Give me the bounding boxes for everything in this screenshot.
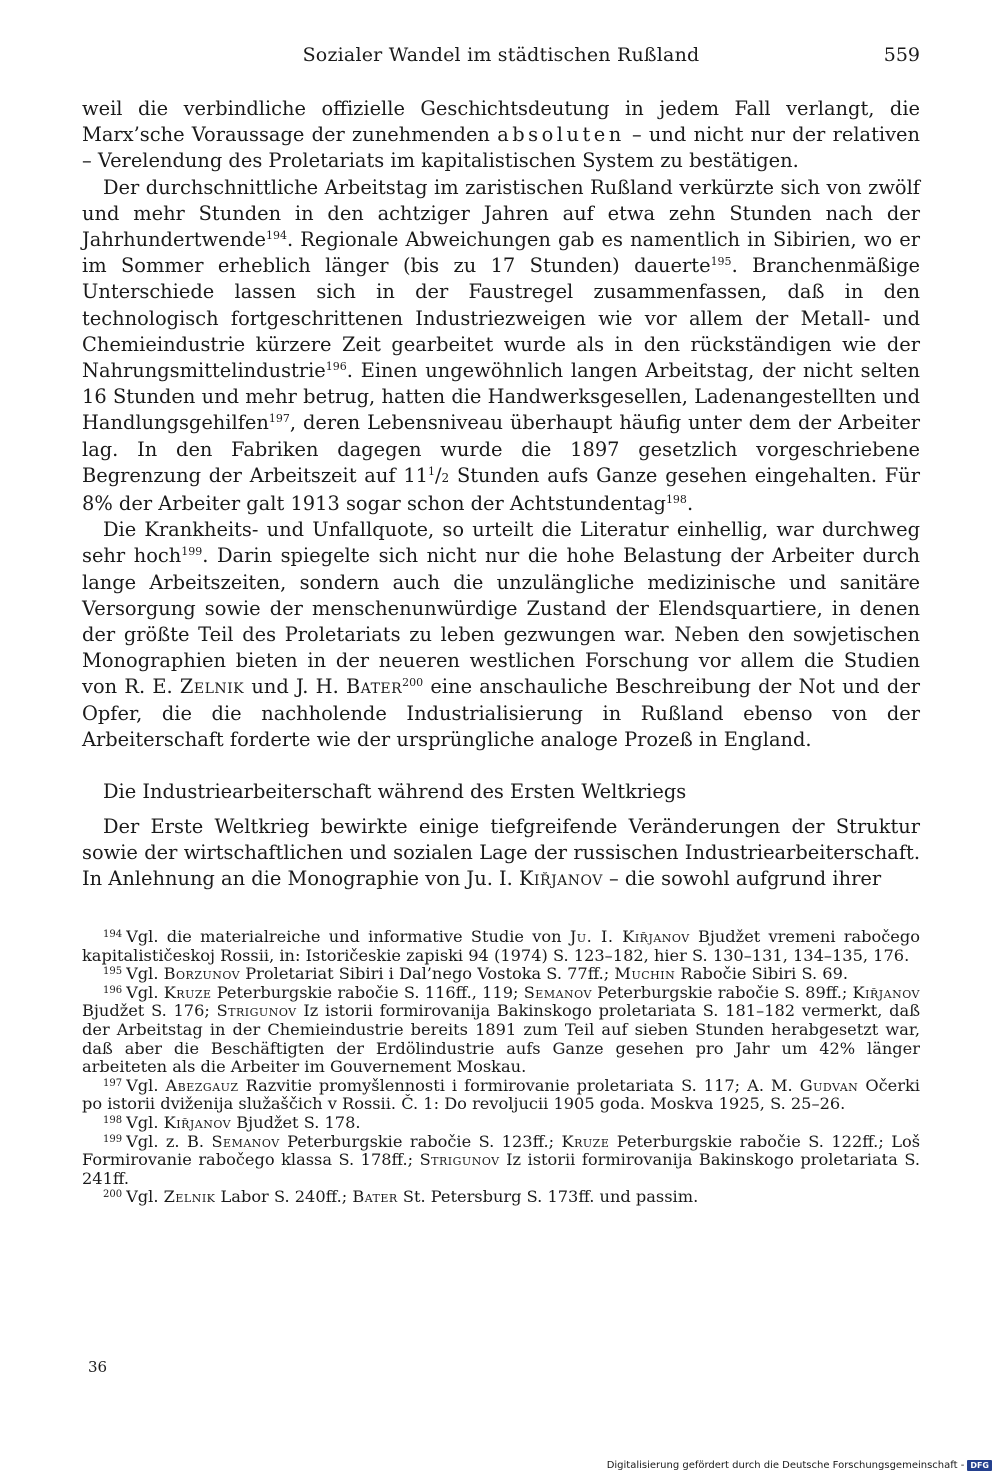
footnote-number: 194 xyxy=(103,929,123,940)
footnote-ref[interactable]: 198 xyxy=(665,493,687,507)
footnote-ref[interactable]: 199 xyxy=(181,545,203,559)
paragraph: Der Erste Weltkrieg bewirkte einige tiefgreifende Veränderungen der Struktur sowie der wirtschaftlichen und sozialen Lage der russischen Industriearbeiterschaft. In Anlehnung an die Monographie von Ju. I. Kir̆janov – die sowohl aufgrund ihrer xyxy=(82,815,920,891)
footnote-ref[interactable]: 196 xyxy=(325,360,347,374)
footnote-ref[interactable]: 200 xyxy=(402,676,424,690)
section-heading: Die Industriearbeiterschaft während des Ersten Weltkriegs xyxy=(103,780,687,803)
fraction-numerator: 1 xyxy=(428,464,435,478)
footnote-number: 198 xyxy=(103,1114,123,1126)
footnote-number: 200 xyxy=(103,1189,123,1201)
footnote-ref[interactable]: 195 xyxy=(710,255,732,269)
footnote-ref[interactable]: 194 xyxy=(265,229,287,243)
author-name: Zelnik xyxy=(179,675,245,699)
paragraph: weil die verbindliche offizielle Geschichtsdeutung in jedem Fall verlangt, die Marx’sche Voraussage der zunehmenden absoluten – und nicht nur der relativen – Verelendung des Proletariats im kapitalistischen System zu bestätigen. xyxy=(82,97,920,173)
main-text xyxy=(82,96,920,753)
paragraph: Der durchschnittliche Arbeitstag im zaristischen Rußland verkürzte sich von zwölf und mehr Stunden in den achtziger Jahren auf etwa zehn Stunden nach der Jahrhundertwende$^{194}$. Regionale Abweichungen gab es namentlich in Sibirien, wo er im Sommer erheblich länger (bis zu 17 Stunden) dauerte$^{195}$. Branchenmäßige Unterschiede lassen sich in der Faustregel zusammenfassen, daß in den technologisch fortgeschrittenen Industriezweigen wie vor allem der Metall- und Chemieindustrie kürzere Zeit gearbeitet wurde als in den rückständigen wie der Nahrungsmittelindustrie$^{196}$. Einen ungewöhnlich langen Arbeitstag, der nicht selten 16 Stunden und mehr betrug, hatten die Handwerksgesellen, Ladenangestellten und Handlungsgehilfen$^{197}$, deren Lebensniveau überhaupt häufig unter dem der Arbeiter lag. In den Fabriken dagegen wurde die 1897 gesetzlich vorgeschriebene Begrenzung der Arbeitszeit auf $11^1/2$ Stunden aufs Ganze gesehen eingehalten. Für 8% der Arbeiter galt 1913 sogar schon der Achtstundentag$^{198}$. xyxy=(82,175,920,516)
sheet-signature: 36 xyxy=(88,1358,108,1376)
footnote: $^{195}$ Vgl. Borzunov Proletariat Sibiri i Dal’nego Vostoka S. 77ff.; Muchin Rabočie Sibiri S. 69. xyxy=(103,964,849,984)
footnote-ref[interactable]: 197 xyxy=(268,412,290,426)
paragraph: Die Krankheits- und Unfallquote, so urteilt die Literatur einhellig, war durchweg sehr hoch$^{199}$. Darin spiegelte sich nicht nur die hohe Belastung der Arbeiter durch lange Arbeitszeiten, sondern auch die unzulängliche medizinische und sanitäre Versorgung sowie der menschenunwürdige Zustand der Elendsquartiere, in denen der größte Teil des Proletariats zu leben gezwungen war. Neben den sowjetischen Monographien bieten in der neueren westlichen Forschung vor allem die Studien von R. E. Zelnik und J. H. Bater$^{200}$ eine anschauliche Beschreibung der Not und der Opfer, die die nachholende Industrialisierung in Rußland ebenso von der Arbeiterschaft forderte wie der ursprüngliche analoge Prozeß in England. xyxy=(82,518,921,751)
footnote-number: 196 xyxy=(103,984,123,996)
running-header xyxy=(82,44,920,76)
footnote-number: 197 xyxy=(103,1077,123,1089)
footnote-number: 199 xyxy=(103,1133,123,1145)
author-name: Bater xyxy=(345,675,403,699)
running-title: Sozialer Wandel im städtischen Rußland xyxy=(302,44,700,66)
fraction-denominator: 2 xyxy=(441,470,450,485)
footnote: $^{199}$ Vgl. z. B. Semanov Peterburgskie rabočie S. 123ff.; Kruze Peterburgskie rabočie S. 122ff.; Loš Formirovanie rabočego klassa S. 178ff.; Strigunov Iz istorii formirovanija Bakinskogo proletariata S. 241ff. xyxy=(82,1131,920,1188)
author-name: Kir̆janov xyxy=(519,867,603,891)
footnote: $^{200}$ Vgl. Zelnik Labor S. 240ff.; Bater St. Petersburg S. 173ff. und passim. xyxy=(103,1187,699,1207)
footnote-number: 195 xyxy=(103,966,123,978)
section-text xyxy=(82,814,920,893)
footnote: $^{197}$ Vgl. Abezgauz Razvitie promyšlennosti i formirovanie proletariata S. 117; A. M. Gudvan Očerki po istorii dviženija služaščich v Rossii. Č. 1: Do revoljucii 1905 goda. Moskva 1925, S. 25–26. xyxy=(82,1075,920,1114)
emphasis-spaced: absoluten xyxy=(497,123,625,147)
footnote: $^{194}$ Vgl. die materialreiche und informative Studie von Ju. I. Kir̆janov Bjudžet vremeni rabočego kapitalističeskoj Rossii, in: Istoričeskie zapiski 94 (1974) S. 123–182, hier S. 130–131, 134–135, 176. xyxy=(82,927,920,965)
footnote: $^{196}$ Vgl. Kruze Peterburgskie rabočie S. 116ff., 119; Semanov Peterburgskie rabočie S. 89ff.; Kir̆janov Bjudžet S. 176; Strigunov Iz istorii formirovanija Bakinskogo proletariata S. 181–182 vermerkt, daß der Arbeitstag in der Chemieindustrie bereits 1891 zum Teil auf sieben Stunden herabgesetzt war, daß aber die Beschäftigten der Erdölindustrie aufs Ganze gesehen pro Jahr um 42% länger arbeiteten als die Arbeiter im Gouvernement Moskau. xyxy=(82,982,921,1077)
footnotes xyxy=(82,928,920,1207)
banner-text: Digitalisierung gefördert durch die Deutsche Forschungsgemeinschaft - xyxy=(606,1460,965,1471)
digitization-banner xyxy=(607,1460,992,1471)
fraction-separator: / xyxy=(435,463,442,487)
dfg-logo-icon: DFG xyxy=(967,1460,992,1471)
footnote: $^{198}$ Vgl. Kir̆janov Bjudžet S. 178. xyxy=(103,1112,361,1132)
page-number: 559 xyxy=(883,44,920,66)
